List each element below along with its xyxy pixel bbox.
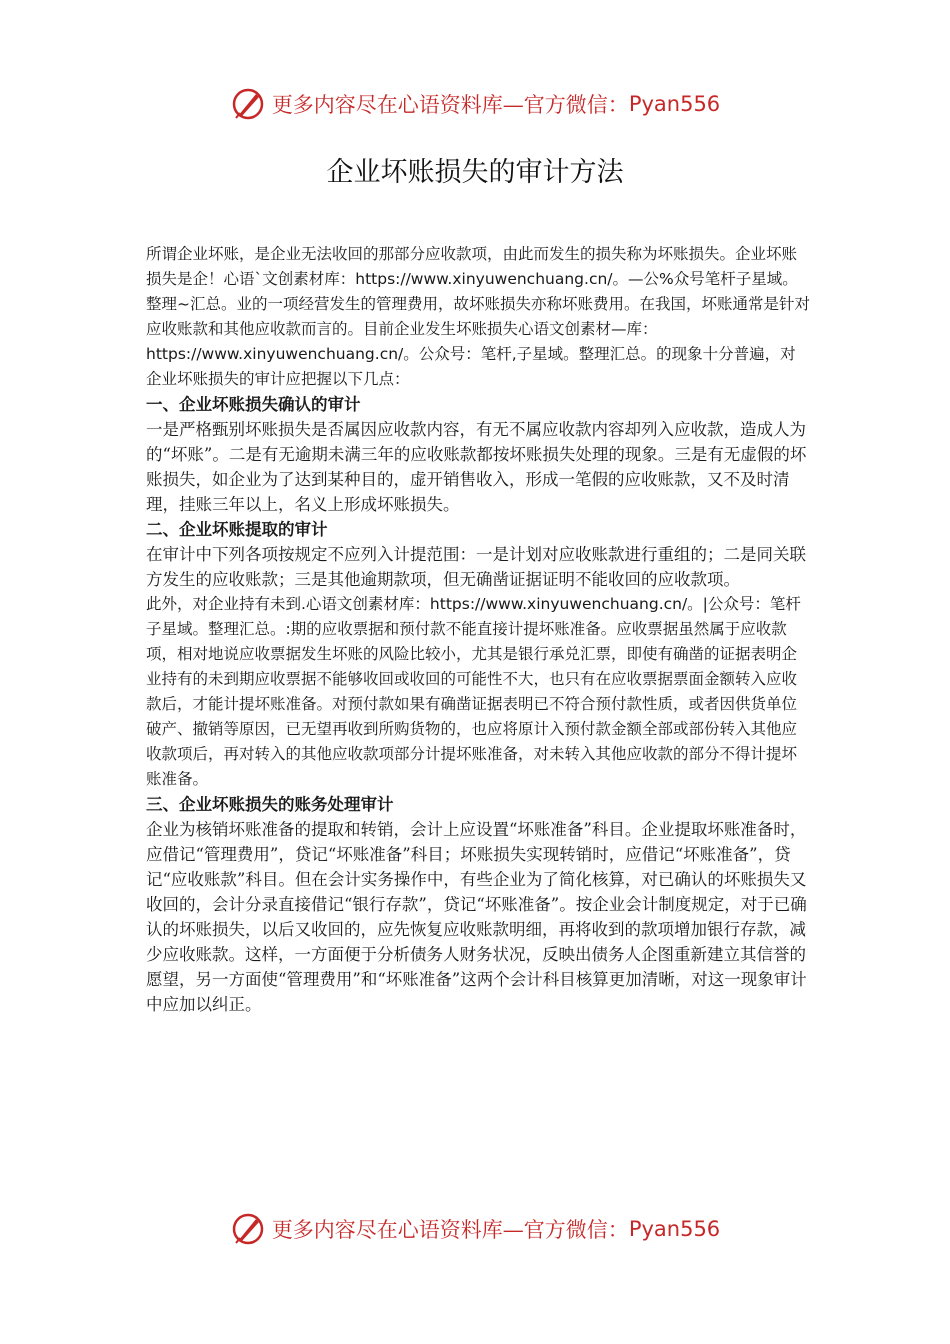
header-banner: [0, 84, 950, 124]
quill-pen-logo-icon: [230, 1211, 266, 1247]
section-paragraph: 一是严格甄别坏账损失是否属因应收款内容，有无不属应收款内容却列入应收款，造成人为的“坏账”。二是有无逾期未满三年的应收账款都按坏账损失处理的现象。三是有无虚假的坏账损失，如企业为了达到某种目的，虚开销售收入，形成一笔假的应收账款，又不及时清理，挂账三年以上，名义上形成坏账损失。: [146, 420, 807, 514]
section-heading: 一、企业坏账损失确认的审计: [146, 395, 361, 414]
banner-account: Pyan556: [628, 92, 721, 116]
page-title: 企业坏账损失的审计方法: [326, 157, 624, 188]
banner-account: Pyan556: [628, 1217, 721, 1241]
footer-banner: [0, 1209, 950, 1249]
banner-text: 更多内容尽在心语资料库—官方微信：: [271, 93, 629, 117]
section-heading: 二、企业坏账提取的审计: [146, 520, 328, 539]
banner-text: 更多内容尽在心语资料库—官方微信：: [271, 1218, 629, 1242]
section-paragraph: 企业为核销坏账准备的提取和转销，会计上应设置“坏账准备”科目。企业提取坏账准备时，应借记“管理费用”，贷记“坏账准备”科目；坏账损失实现转销时，应借记“坏账准备”，贷记“应收账款”科目。但在会计实务操作中，有些企业为了简化核算，对已确认的坏账损失又收回的，会计分录直接借记“银行存款”，贷记“坏账准备”。按企业会计制度规定，对于已确认的坏账损失，以后又收回的，应先恢复应收账款明细，再将收到的款项增加银行存款，减少应收账款。这样，一方面便于分析债务人财务状况，反映出债务人企图重新建立其信誉的愿望，另一方面使“管理费用”和“坏账准备”这两个会计科目核算更加清晰，对这一现象审计中应加以纠正。: [146, 820, 807, 1014]
section-heading: 三、企业坏账损失的账务处理审计: [146, 795, 394, 814]
section-paragraph: 在审计中下列各项按规定不应列入计提范围：一是计划对应收账款进行重组的；二是同关联方发生的应收账款；三是其他逾期款项，但无确凿证据证明不能收回的应收款项。: [146, 545, 806, 589]
document-body: [146, 242, 810, 1017]
section-paragraph: 此外，对企业持有未到.心语文创素材库：https://www.xinyuwenchuang.cn/。|公众号：笔杆子星域。整理汇总。:期的应收票据和预付款不能直接计提坏账准备。应收票据虽然属于应收款项，相对地说应收票据发生坏账的风险比较小，尤其是银行承兑汇票，即使有确凿的证据表明企业持有的未到期应收票据不能够收回或收回的可能性不大，也只有在应收票据票面金额转入应收款后，才能计提坏账准备。对预付款如果有确凿证据表明已不符合预付款性质，或者因供货单位破产、撤销等原因，已无望再收到所购货物的，也应将原计入预付款金额全部或部份转入其他应收款项后，再对转入的其他应收款项部分计提坏账准备，对未转入其他应收款的部分不得计提坏账准备。: [146, 595, 801, 788]
quill-pen-logo-icon: [230, 86, 266, 122]
intro-paragraph: 所谓企业坏账，是企业无法收回的那部分应收款项，由此而发生的损失称为坏账损失。企业坏账损失是企！心语`文创素材库：https://www.xinyuwenchuang.cn/。—公%众号笔杆子星域。整理~汇总。业的一项经营发生的管理费用，故坏账损失亦称坏账费用。在我国，坏账通常是针对应收账款和其他应收款而言的。目前企业发生坏账损失心语文创素材—库：https://www.xinyuwenchuang.cn/。公众号：笔杆,子星域。整理汇总。的现象十分普遍，对企业坏账损失的审计应把握以下几点：: [146, 245, 810, 388]
